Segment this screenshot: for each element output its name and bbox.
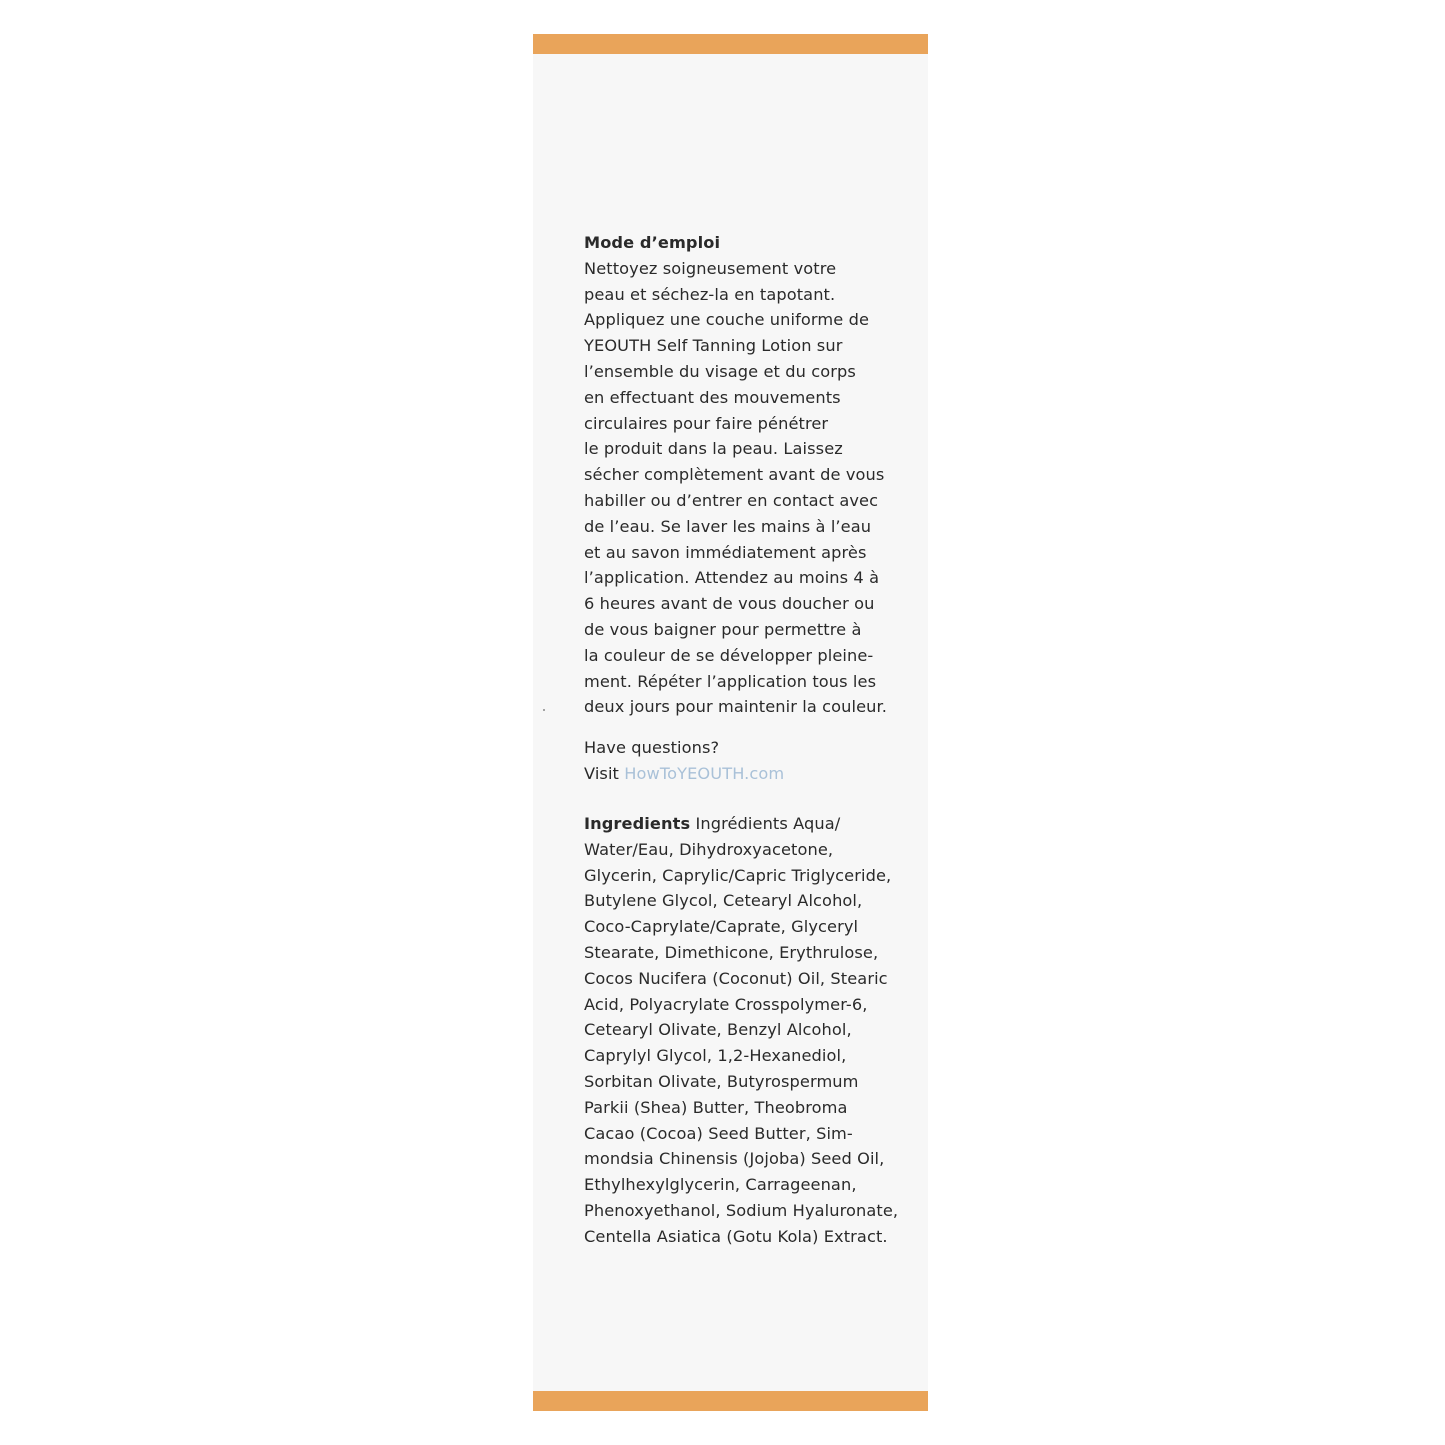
top-accent-band (533, 34, 928, 54)
ingredients-line: Cocos Nucifera (Coconut) Oil, Stearic (584, 968, 888, 988)
product-label-panel (533, 34, 928, 1411)
print-speck (543, 709, 545, 711)
ingredients-line: Centella Asiatica (Gotu Kola) Extract. (584, 1226, 888, 1246)
directions-line: YEOUTH Self Tanning Lotion sur (584, 336, 843, 356)
directions-line: peau et séchez-la en tapotant. (584, 284, 836, 304)
directions-section (584, 230, 904, 720)
directions-line: habiller ou d’entrer en contact avec (584, 490, 879, 510)
questions-heading: Have questions? (584, 738, 720, 757)
ingredients-line: Sorbitan Olivate, Butyrospermum (584, 1071, 859, 1091)
ingredients-line: Cacao (Cocoa) Seed Butter, Sim- (584, 1123, 853, 1143)
directions-line: deux jours pour maintenir la couleur. (584, 697, 888, 717)
ingredients-heading: Ingredients (584, 814, 691, 833)
directions-line: Nettoyez soigneusement votre (584, 258, 837, 278)
ingredients-line: Phenoxyethanol, Sodium Hyaluronate, (584, 1200, 899, 1220)
questions-section (584, 735, 904, 787)
directions-line: sécher complètement avant de vous (584, 465, 885, 485)
ingredients-line: Coco-Caprylate/Caprate, Glyceryl (584, 917, 859, 937)
ingredients-line: Acid, Polyacrylate Crosspolymer-6, (584, 994, 868, 1014)
ingredients-line: Ethylhexylglycerin, Carrageenan, (584, 1175, 857, 1195)
ingredients-line: Stearate, Dimethicone, Erythrulose, (584, 942, 879, 962)
visit-line (584, 761, 904, 787)
ingredients-line: Butylene Glycol, Cetearyl Alcohol, (584, 891, 863, 911)
directions-line: de vous baigner pour permettre à (584, 619, 862, 639)
ingredients-line: Water/Eau, Dihydroxyacetone, (584, 839, 834, 859)
directions-line: Appliquez une couche uniforme de (584, 310, 870, 330)
ingredients-line: mondsia Chinensis (Jojoba) Seed Oil, (584, 1149, 885, 1169)
ingredients-first-line-text: Ingrédients Aqua/ (695, 814, 841, 833)
directions-heading: Mode d’emploi (584, 233, 721, 252)
directions-line: de l’eau. Se laver les mains à l’eau (584, 516, 872, 536)
support-website-link[interactable]: HowToYEOUTH.com (624, 763, 785, 783)
directions-line: ment. Répéter l’application tous les (584, 671, 877, 691)
ingredients-line: Cetearyl Olivate, Benzyl Alcohol, (584, 1020, 852, 1040)
directions-line: et au savon immédiatement après (584, 542, 867, 562)
visit-label: Visit (584, 763, 619, 783)
directions-line: l’ensemble du visage et du corps (584, 361, 856, 381)
directions-line: l’application. Attendez au moins 4 à (584, 568, 880, 588)
directions-line: la couleur de se développer pleine- (584, 645, 874, 665)
directions-line: en effectuant des mouvements (584, 387, 841, 407)
bottom-accent-band (533, 1391, 928, 1411)
directions-line: le produit dans la peau. Laissez (584, 439, 843, 459)
ingredients-section (584, 811, 904, 1250)
ingredients-line: Parkii (Shea) Butter, Theobroma (584, 1097, 848, 1117)
directions-line: 6 heures avant de vous doucher ou (584, 594, 875, 614)
ingredients-line: Glycerin, Caprylic/Capric Triglyceride, (584, 865, 892, 885)
ingredients-first-line (584, 811, 904, 837)
directions-line: circulaires pour faire pénétrer (584, 413, 829, 433)
ingredients-line: Caprylyl Glycol, 1,2-Hexanediol, (584, 1046, 847, 1066)
